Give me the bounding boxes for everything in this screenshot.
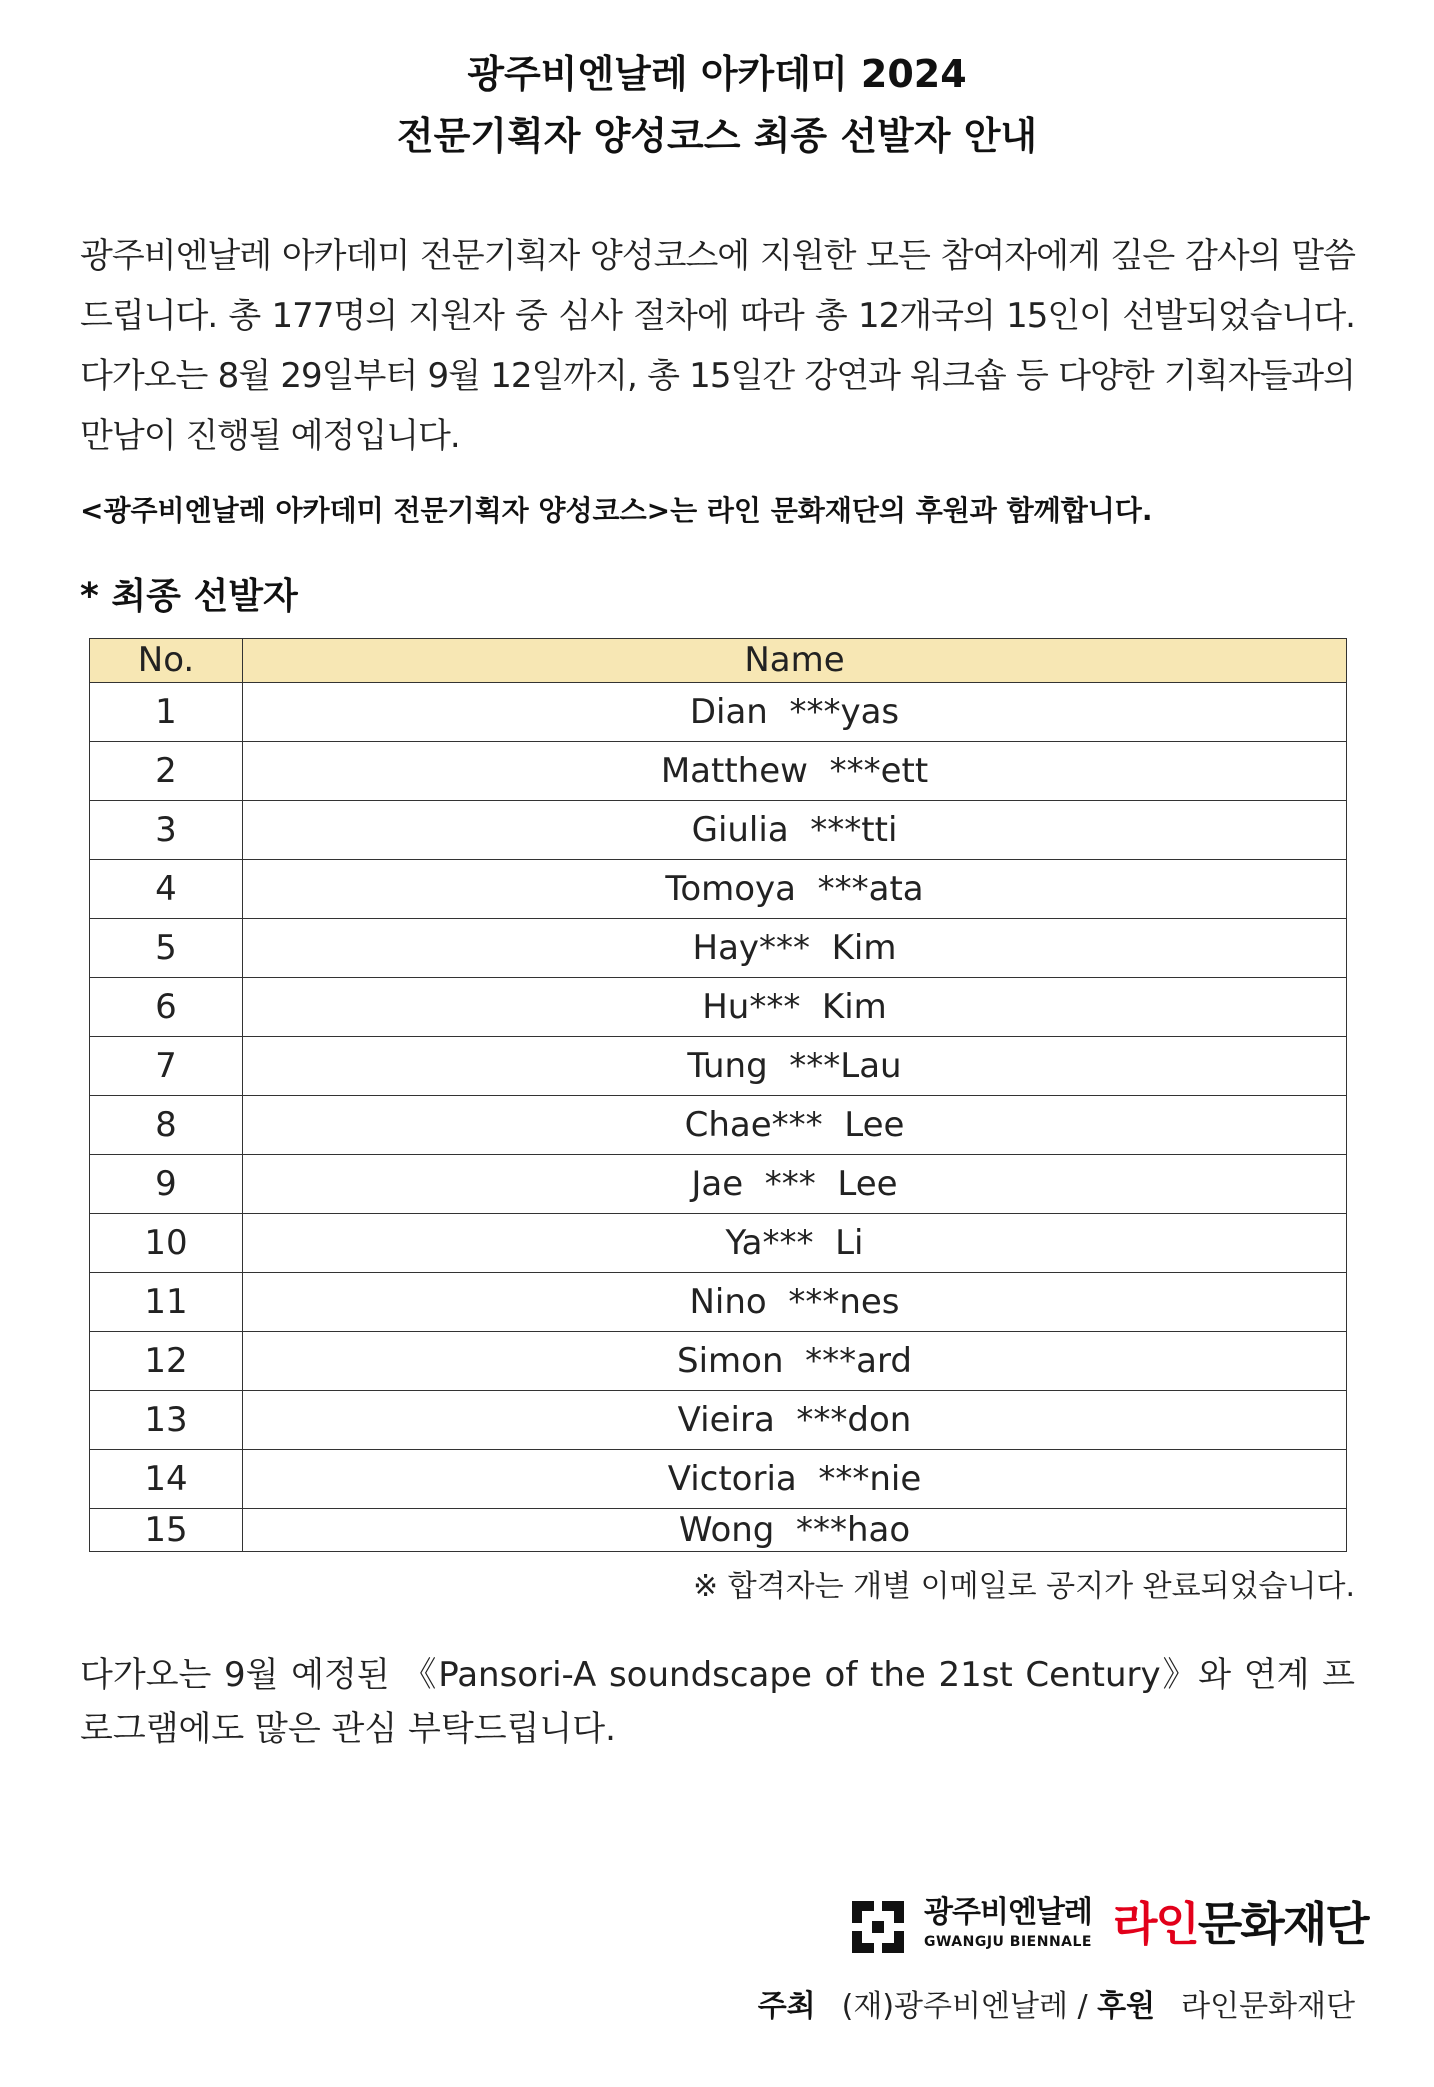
intro-paragraph: 광주비엔날레 아카데미 전문기획자 양성코스에 지원한 모든 참여자에게 깊은 감사의 말씀 드립니다. 총 177명의 지원자 중 심사 절차에 따라 총 12개국의 15인이 선발되었습니다. 다가오는 8월 29일부터 9월 12일까지, 총 15일간 강연과 워크숍 등 다양한 기획자들과의 만남이 진행될 예정입니다. [80, 236, 1355, 456]
row-name: Tomoya ***ata [243, 860, 1347, 919]
row-name: Matthew ***ett [243, 742, 1347, 801]
row-number: 8 [90, 1096, 243, 1155]
row-number: 10 [90, 1214, 243, 1273]
row-number: 11 [90, 1273, 243, 1332]
gwangju-biennale-logo [848, 1893, 1098, 1961]
document-title-line-2: 전문기획자 양성코스 최종 선발자 안내 [396, 114, 1038, 158]
row-name: Giulia ***tti [243, 801, 1347, 860]
row-number: 1 [90, 683, 243, 742]
gwangju-biennale-mark-icon [848, 1897, 908, 1957]
row-number: 3 [90, 801, 243, 860]
table-header-row [90, 639, 1347, 683]
table-note: ※ 합격자는 개별 이메일로 공지가 완료되었습니다. [693, 1569, 1355, 1604]
section-heading: * 최종 선발자 [80, 576, 298, 617]
header-name: Name [243, 639, 1347, 683]
row-number: 7 [90, 1037, 243, 1096]
selected-participants-table [89, 638, 1347, 1552]
row-name: Chae*** Lee [243, 1096, 1347, 1155]
row-name: Vieira ***don [243, 1391, 1347, 1450]
row-name: Jae *** Lee [243, 1155, 1347, 1214]
row-number: 6 [90, 978, 243, 1037]
gwangju-biennale-logo-ko: 광주비엔날레 [924, 1895, 1092, 1930]
table-row [90, 1037, 1347, 1096]
footer-host-label: 주최 [757, 1989, 816, 2024]
header-no: No. [90, 639, 243, 683]
line-logo-red-text: 라인 [1113, 1897, 1198, 1951]
row-name: Tung ***Lau [243, 1037, 1347, 1096]
table-row [90, 683, 1347, 742]
footer-sponsor-label: 후원 [1097, 1989, 1156, 2024]
row-number: 14 [90, 1450, 243, 1509]
gwangju-biennale-logo-en: GWANGJU BIENNALE [924, 1934, 1092, 1950]
table-row [90, 919, 1347, 978]
row-name: Nino ***nes [243, 1273, 1347, 1332]
table-row [90, 742, 1347, 801]
table-row [90, 1096, 1347, 1155]
row-name: Simon ***ard [243, 1332, 1347, 1391]
row-number: 5 [90, 919, 243, 978]
row-name: Hu*** Kim [243, 978, 1347, 1037]
sponsor-note: <광주비엔날레 아카데미 전문기획자 양성코스>는 라인 문화재단의 후원과 함께합니다. [80, 494, 1153, 527]
table-row [90, 860, 1347, 919]
table-row [90, 1332, 1347, 1391]
table-row [90, 1509, 1347, 1552]
table-row [90, 1273, 1347, 1332]
row-name: Wong ***hao [243, 1509, 1347, 1552]
row-name: Ya*** Li [243, 1214, 1347, 1273]
outro-paragraph: 다가오는 9월 예정된 《Pansori-A soundscape of the 21st Century》와 연계 프로그램에도 많은 관심 부탁드립니다. [80, 1655, 1355, 1749]
row-number: 2 [90, 742, 243, 801]
row-name: Hay*** Kim [243, 919, 1347, 978]
footer-host: (재)광주비엔날레 [841, 1989, 1068, 2024]
footer-credits [758, 1985, 1355, 2029]
footer-separator: / [1077, 1989, 1088, 2024]
table-row [90, 1214, 1347, 1273]
row-number: 12 [90, 1332, 243, 1391]
table-row [90, 978, 1347, 1037]
table-row [90, 801, 1347, 860]
line-logo-rest-text: 문화재단 [1197, 1897, 1368, 1951]
row-name: Dian ***yas [243, 683, 1347, 742]
footer-sponsor: 라인문화재단 [1181, 1989, 1355, 2024]
row-number: 9 [90, 1155, 243, 1214]
document-title-line-1: 광주비엔날레 아카데미 2024 [467, 52, 967, 96]
table-row [90, 1155, 1347, 1214]
row-number: 4 [90, 860, 243, 919]
table-row [90, 1450, 1347, 1509]
row-number: 13 [90, 1391, 243, 1450]
table-row [90, 1391, 1347, 1450]
line-cultural-foundation-logo [1113, 1892, 1368, 1956]
row-name: Victoria ***nie [243, 1450, 1347, 1509]
row-number: 15 [90, 1509, 243, 1552]
